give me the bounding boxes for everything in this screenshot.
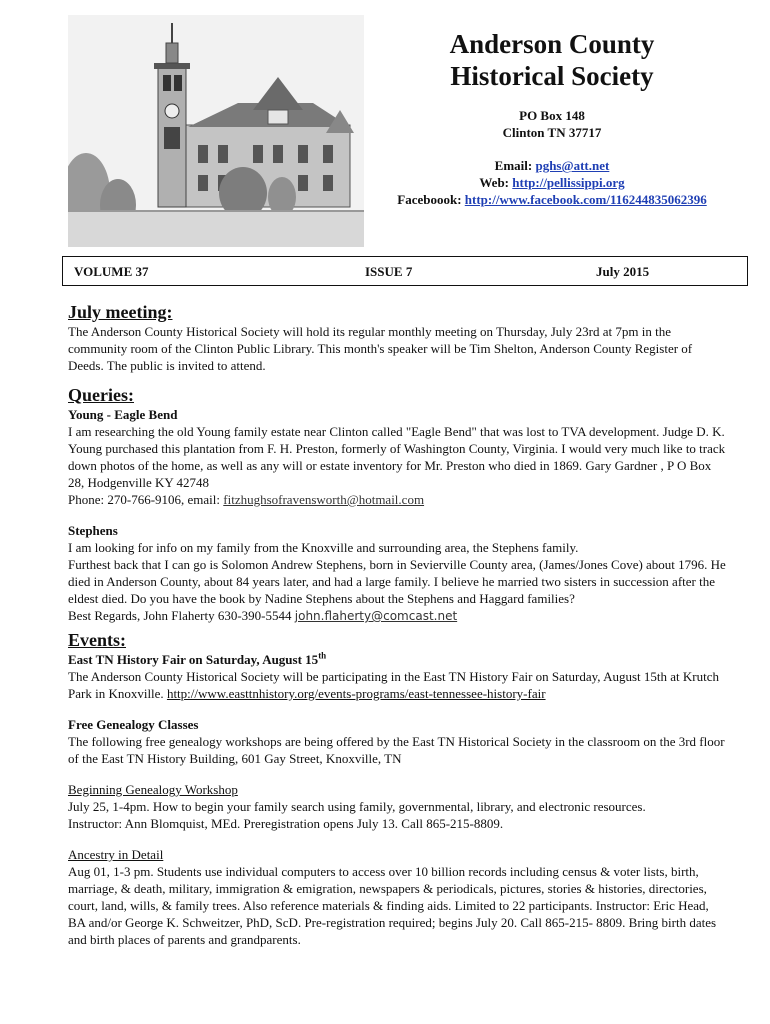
genealogy-classes-title: Free Genealogy Classes [68, 717, 199, 732]
queries-heading: Queries: [68, 385, 134, 405]
history-fair-text [68, 668, 728, 702]
query-stephens-signature: Best Regards, John Flaherty 630-390-5544 [68, 608, 295, 623]
query-stephens-text-1: I am looking for info on my family from the Knoxville and surrounding area, the Stephens family. [68, 540, 579, 555]
history-fair-title [68, 651, 728, 668]
po-box: PO Box 148 [519, 108, 585, 123]
volume-number: VOLUME 37 [74, 264, 149, 279]
masthead [370, 28, 734, 208]
july-meeting-section [68, 301, 728, 374]
issue-bar [62, 256, 748, 286]
beginning-workshop-instructor: Instructor: Ann Blomquist, MEd. Preregistration opens July 13. Call 865-215-8809. [68, 816, 504, 831]
history-fair-body: The Anderson County Historical Society will be participating in the East TN History Fair on Saturday, August 15th at Krutch Park in Knoxville. [68, 669, 719, 701]
email-label: Email: [494, 158, 536, 173]
query-stephens-email-link[interactable]: john.flaherty@comcast.net [294, 609, 458, 623]
query-young-title: Young - Eagle Bend [68, 407, 178, 422]
courthouse-photo [68, 15, 364, 247]
email-line [370, 157, 734, 174]
query-young-email-link[interactable]: fitzhughsofravensworth@hotmail.com [223, 492, 425, 507]
query-young-contact [68, 491, 728, 508]
query-young-text: I am researching the old Young family estate near Clinton called "Eagle Bend" that was lost to TVA development. Judge D. K. Young purchased this plantation from F. H. Preston, formerly of Washington County, Virginia. I would very much like to track down photos of the home, as well as any will or estate inventory for Mr. Preston who died in 1869. Gary Gardner , P O Box 28, Hodgenville KY 42748 [68, 424, 726, 490]
web-line [370, 174, 734, 191]
beginning-workshop-details: July 25, 1-4pm. How to begin your family search using family, governmental, library, and electronic resources. [68, 799, 646, 814]
beginning-workshop-title: Beginning Genealogy Workshop [68, 782, 238, 797]
contact-info [370, 157, 734, 208]
july-meeting-heading: July meeting: [68, 302, 173, 322]
issue-date: July 2015 [596, 264, 650, 279]
history-fair-link[interactable]: http://www.easttnhistory.org/events-programs/east-tennessee-history-fair [166, 686, 546, 701]
query-young-phone: Phone: 270-766-9106, email: [68, 492, 224, 507]
ancestry-detail-title: Ancestry in Detail [68, 847, 164, 862]
email-link[interactable]: pghs@att.net [535, 158, 610, 173]
title-line-1: Anderson County [449, 29, 655, 59]
issue-number: ISSUE 7 [365, 264, 413, 279]
mailing-address [370, 107, 734, 141]
title-line-2: Historical Society [450, 61, 654, 91]
web-link[interactable]: http://pellissippi.org [512, 175, 625, 190]
july-meeting-text: The Anderson County Historical Society will hold its regular monthly meeting on Thursday, July 23rd at 7pm in the community room of the Clinton Public Library. This month's speaker will be Tim Shelton, Anderson County Register of Deeds. The public is invited to attend. [68, 324, 693, 373]
facebook-line [370, 191, 734, 208]
genealogy-classes-text: The following free genealogy workshops are being offered by the East TN Historical Society in the classroom on the 3rd floor of the East TN History Building, 601 Gay Street, Knoxville, TN [68, 734, 725, 766]
web-label: Web: [479, 175, 513, 190]
queries-section [68, 384, 728, 625]
query-stephens-signoff [68, 607, 728, 625]
history-fair-title-sup: th [318, 650, 327, 661]
ancestry-detail-text: Aug 01, 1-3 pm. Students use individual computers to access over 10 billion records including census & voter lists, birth, marriage, & death, military, immigration & emigration, newspapers & periodicals, pictures, stories & histories, directories, court, land, wills, & family trees. Also reference materials & finding aids. Limited to 22 participants. Instructor: Eric Head, BA and/or George K. Schweitzer, PhD, ScD. Pre-registration required; begins July 20. Call 865-215- 8809. Bring birth dates and birth places of parents and grandparents. [68, 864, 717, 947]
query-stephens-title: Stephens [68, 523, 118, 538]
society-title [370, 28, 734, 92]
events-heading: Events: [68, 630, 126, 650]
facebook-label: Faceboook: [397, 192, 465, 207]
city-state-zip: Clinton TN 37717 [502, 125, 602, 140]
events-section [68, 629, 728, 948]
history-fair-title-text: East TN History Fair on Saturday, August 15 [68, 652, 319, 667]
query-stephens-text-2: Furthest back that I can go is Solomon Andrew Stephens, born in Sevierville County area, (James/Jones Cove) about 1796. He died in Anderson County, about 84 years later, and had a large family. I believe he married two sisters in succession after the eldest died. Do you have the book by Nadine Stephens about the Stephens and Haggard families? [68, 557, 726, 606]
facebook-link[interactable]: http://www.facebook.com/116244835062396 [464, 192, 707, 207]
